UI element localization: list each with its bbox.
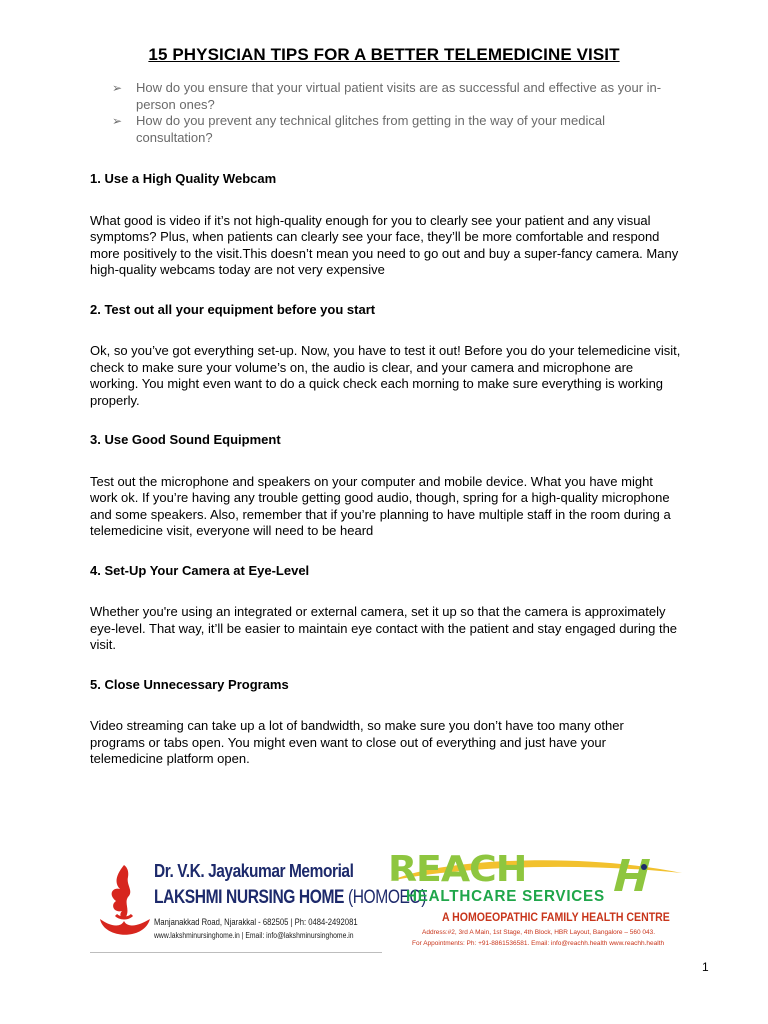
tip-section [90,677,682,768]
tip-section [90,432,682,540]
tip-heading: 5. Close Unnecessary Programs [90,676,289,692]
arrow-bullet-icon: ➢ [112,81,123,95]
flame-lamp-icon [94,859,154,949]
reach-healthcare-logo [386,849,690,953]
arrow-bullet-icon: ➢ [112,114,123,128]
reach-wordmark: REACH [388,849,527,890]
footer-logos [90,849,690,953]
lakshmi-name: LAKSHMI NURSING HOME [154,887,345,908]
tip-section [90,563,682,654]
page-number: 1 [702,960,709,974]
intro-bullet [112,80,672,113]
tip-heading: 3. Use Good Sound Equipment [90,432,281,447]
tip-body: What good is video if it’s not high-quality enough for you to clearly see your patient and any visual symptoms? Plus, when patients can clearly see your face, they’ll be more comfortable and respond more positively to the visit.This doesn’t mean you need to go out and buy a super-fancy camera. Many high-quality webcams today are not very expensive [90,212,679,277]
tip-section [90,302,682,410]
tip-section [90,171,682,279]
tip-heading: 2. Test out all your equipment before you start [90,301,376,317]
tip-body: Ok, so you’ve got everything set-up. Now, you have to test it out! Before you do your telemedicine visit, check to make sure your volume’s on, the audio is clear, and your camera and microphone are working. You might even want to do a quick check each morning to make sure everything is working properly. [90,343,681,408]
h-person-icon [610,857,656,893]
lakshmi-address: Manjanakkad Road, Njarakkal - 682505 | Ph: 0484-2492081 [154,917,358,927]
lakshmi-type: (HOMOEO) [347,887,427,908]
intro-bullet [112,113,672,146]
tip-body: Video streaming can take up a lot of bandwidth, so make sure you don’t have too many other programs or tabs open. You might even want to close out of everything and just have your telemedicine platform open. [90,718,624,766]
reach-appointments: For Appointments: Ph: +91-8861536581. Email: info@reachh.health www.reachh.health [412,940,665,947]
tip-body: Test out the microphone and speakers on your computer and mobile device. What you have might work ok. If you’re having any trouble getting good audio, though, spring for a high-quality microphone and some speakers. Also, remember that if you’re planning to have multiple staff in the room during a telemedicine visit, everyone will need to be heard [90,473,671,538]
lakshmi-title-line: Dr. V.K. Jayakumar Memorial [154,861,354,881]
tip-heading: 1. Use a High Quality Webcam [90,171,277,186]
logo-underline [90,952,382,953]
intro-bullet-text: How do you prevent any technical glitches from getting in the way of your medical consultation? [136,113,605,145]
tips-content [90,171,682,791]
document-title: 15 PHYSICIAN TIPS FOR A BETTER TELEMEDICINE VISIT [148,45,620,64]
tip-heading: 4. Set-Up Your Camera at Eye-Level [90,562,310,578]
lakshmi-nursing-home-logo [90,853,427,953]
lakshmi-contact: www.lakshminursinghome.in | Email: info@lakshminursinghome.in [154,931,354,940]
tip-body: Whether you're using an integrated or external camera, set it up so that the camera is approximately eye-level. That way, it’ll be easier to maintain eye contact with the patient and stay engaged during the visit. [90,604,678,652]
intro-bullet-list [112,80,672,146]
reach-subtitle: HEALTHCARE SERVICES [406,888,605,905]
reach-tagline: A HOMOEOPATHIC FAMILY HEALTH CENTRE [442,910,670,924]
reach-address: Address:#2, 3rd A Main, 1st Stage, 4th Block, HBR Layout, Bangalore – 560 043. [422,929,656,936]
intro-bullet-text: How do you ensure that your virtual patient visits are as successful and effective as your in-person ones? [136,80,662,112]
